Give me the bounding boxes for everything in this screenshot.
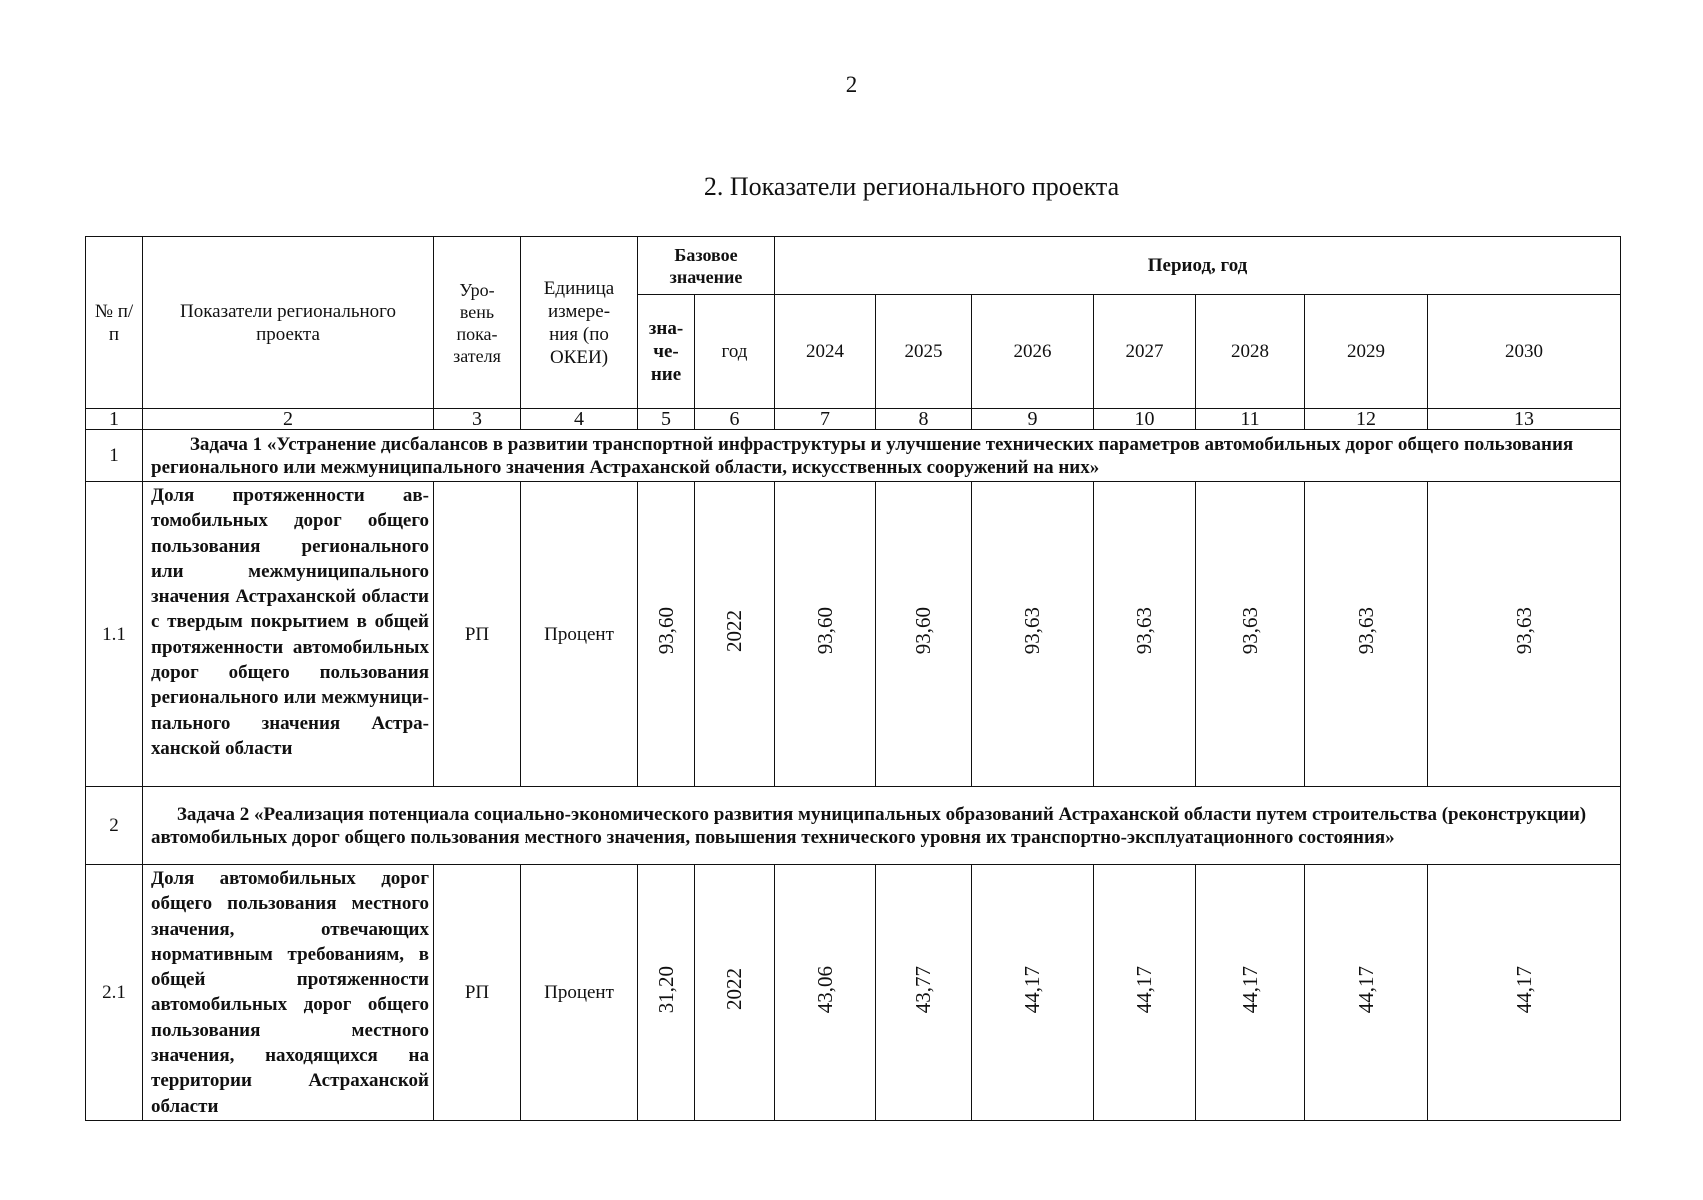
indicator-value-2025 [876,482,972,787]
column-number: 5 [638,409,695,430]
header-base: Базовое значение [638,237,775,295]
value-text: 93,60 [812,607,837,655]
header-row-1 [86,237,1621,295]
indicator-base-year [695,482,775,787]
value-text: 93,63 [1020,607,1045,655]
indicator-row-2-1 [86,865,1621,1121]
section-title: 2. Показатели регионального проекта [703,172,1120,201]
indicator-level: РП [434,482,521,787]
value-text: 93,60 [653,607,678,655]
column-number: 13 [1428,409,1621,430]
header-year-2026: 2026 [972,295,1094,409]
indicator-value-2025 [876,865,972,1121]
indicators-table [85,236,1621,1121]
header-year-2025: 2025 [876,295,972,409]
indicator-unit: Процент [521,865,638,1121]
header-year-2027: 2027 [1094,295,1196,409]
indicator-row-1-1 [86,482,1621,787]
indicator-name: Доля протяженности автомобильных дорог общего пользования регионального или межмуниципального значения Астраханской области с твердым покрытием в общей протяженности автомобильных дорог общего пользования регионального или межмуниципального значения Астраханской области [143,482,434,787]
header-indicator: Показатели регионального проекта [143,237,434,409]
value-text: 2022 [722,610,746,652]
indicator-value-2026 [972,865,1094,1121]
header-period: Период, год [775,237,1621,295]
indicator-value-2030 [1428,865,1621,1121]
header-num: № п/п [86,237,143,409]
indicator-base-value [638,865,695,1121]
task-row-1 [86,430,1621,482]
column-number: 7 [775,409,876,430]
indicator-value-2028 [1196,482,1305,787]
column-number: 3 [434,409,521,430]
indicator-value-2027 [1094,482,1196,787]
task-num: 2 [86,787,143,865]
page-number: 2 [845,72,858,97]
header-base-value: зна- че- ние [638,295,695,409]
indicator-value-2028 [1196,865,1305,1121]
indicator-value-2024 [775,865,876,1121]
column-number-row [86,409,1621,430]
header-year-2028: 2028 [1196,295,1305,409]
task-num: 1 [86,430,143,482]
task-text: Задача 2 «Реализация потенциала социально-экономического развития муниципальных образований Астраханской области путем строительства (реконструкции) автомобильных дорог общего пользования местного значения, повышения технического уровня их транспортно-эксплуатационного состояния» [143,787,1621,865]
value-text: 43,77 [911,965,936,1014]
value-text: 93,63 [1353,607,1378,655]
task-text: Задача 1 «Устранение дисбалансов в развитии транспортной инфраструктуры и улучшение технических параметров автомобильных дорог общего пользования регионального или межмуниципального значения Астраханской области, искусственных сооружений на них» [143,430,1621,482]
value-text: 93,63 [1237,607,1262,655]
header-year-2029: 2029 [1305,295,1428,409]
column-number: 12 [1305,409,1428,430]
indicator-value-2029 [1305,865,1428,1121]
header-base-year: год [695,295,775,409]
indicator-unit: Процент [521,482,638,787]
indicator-value-2027 [1094,865,1196,1121]
indicator-value-2024 [775,482,876,787]
indicator-base-value [638,482,695,787]
column-number: 8 [876,409,972,430]
header-level: Уро- вень пока- зателя [434,237,521,409]
column-number: 1 [86,409,143,430]
value-text: 2022 [722,968,746,1011]
value-text: 43,06 [812,965,837,1014]
value-text: 44,17 [1511,965,1536,1014]
task-row-2 [86,787,1621,865]
indicator-num: 2.1 [86,865,143,1121]
value-text: 44,17 [1353,965,1378,1014]
indicator-num: 1.1 [86,482,143,787]
value-text: 44,17 [1132,965,1157,1014]
indicator-level: РП [434,865,521,1121]
header-year-2030: 2030 [1428,295,1621,409]
indicator-value-2030 [1428,482,1621,787]
column-number: 10 [1094,409,1196,430]
indicator-base-year [695,865,775,1121]
value-text: 31,20 [653,965,678,1014]
header-unit: Единица измере- ния (по ОКЕИ) [521,237,638,409]
column-number: 6 [695,409,775,430]
column-number: 4 [521,409,638,430]
value-text: 44,17 [1020,965,1045,1014]
header-year-2024: 2024 [775,295,876,409]
value-text: 93,63 [1511,607,1536,655]
indicator-name: Доля автомобильных дорог общего пользования местного значения, отвечающих нормативным требованиям, в общей протяженности автомобильных дорог общего пользования местного значения, находящихся на территории Астраханской области [143,865,434,1121]
indicator-value-2029 [1305,482,1428,787]
value-text: 93,63 [1132,607,1157,655]
indicator-value-2026 [972,482,1094,787]
column-number: 11 [1196,409,1305,430]
column-number: 2 [143,409,434,430]
value-text: 93,60 [911,607,936,655]
value-text: 44,17 [1237,965,1262,1014]
column-number: 9 [972,409,1094,430]
